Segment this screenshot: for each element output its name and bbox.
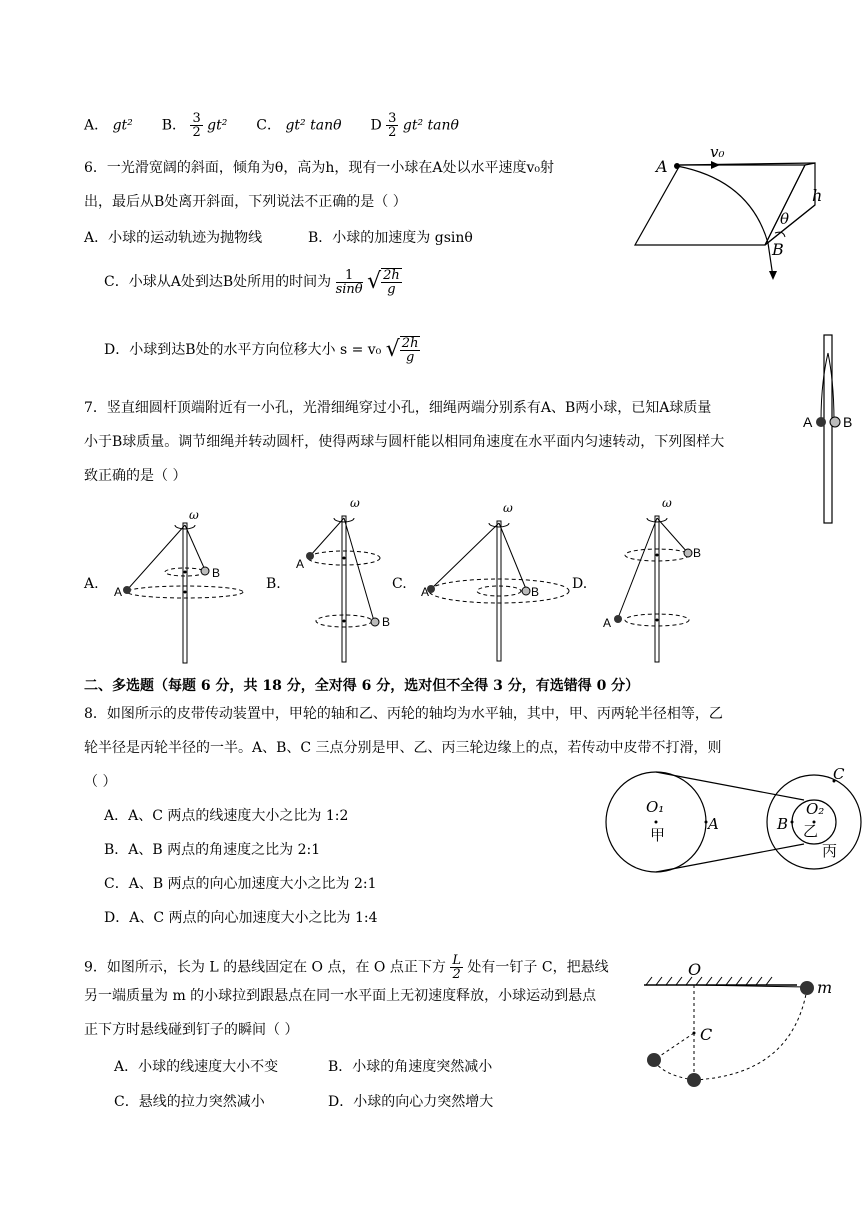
q8-line2: 轮半径是丙轮半径的一半。A、B、C 三点分别是甲、乙、丙三轮边缘上的点，若传动中皮带不打滑，则 [84,740,722,756]
q8-option-d: D．A、C 两点的向心加速度大小之比为 1:4 [104,910,378,926]
q7-line1: 7．竖直细圆杆顶端附近有一小孔，光滑细绳穿过小孔，细绳两端分别系有A、B两小球，已知A球质量 [84,400,712,416]
belt-drive-figure [604,765,864,880]
q9-option-b: B．小球的角速度突然减小 [328,1059,493,1075]
q7-option-a-label: A. [84,576,99,592]
fig6-label-v0: v₀ [710,143,725,161]
q6-line2: 出，最后从B处离开斜面，下列说法不正确的是（ ） [84,194,407,210]
q7-figure-a [112,508,262,668]
q7-figure-c [422,503,582,668]
q6-option-b: B．小球的加速度为 gsinθ [308,230,473,246]
q6-option-a: A．小球的运动轨迹为抛物线 [84,230,263,246]
q7-option-b-label: B. [266,576,281,592]
q9-line1: 9．如图所示，长为 L 的悬线固定在 O 点，在 O 点正下方 $\frac{L}{2}$ 处有一钉子 C，把悬线 [84,953,609,982]
fig6-label-b: B [772,240,784,259]
q6-option-d: D．小球到达B处的水平方向位移大小 s = v₀ √ $\frac{2h}{g}$ [104,336,419,365]
q9-line3: 正下方时悬线碰到钉子的瞬间（ ） [84,1022,299,1038]
q5-options: A． gt² B． $\frac{3}{2}$ gt² C． gt² tanθ D $\frac{3}{2}$ gt² tanθ [84,111,459,140]
q8-option-c: C．A、B 两点的向心加速度大小之比为 2:1 [104,876,377,892]
side-label-a: A [803,414,813,430]
q7-option-c-label: C. [392,576,407,592]
fig6-label-h: h [812,186,823,205]
section-heading: 二、多选题（每题 6 分，共 18 分，全对得 6 分，选对但不全得 3 分，有选错得 0 分） [84,678,640,694]
q7-line2: 小于B球质量。调节细绳并转动圆杆，使得两球与圆杆能以相同角速度在水平面内匀速转动，下列图样大 [84,434,725,450]
side-label-b: B [843,414,853,430]
q7-figure-d [600,498,720,668]
q9-line2: 另一端质量为 m 的小球拉到跟悬点在同一水平面上无初速度释放，小球运动到悬点 [84,988,597,1004]
fraction-3-2: $\frac{3}{2}$ [192,111,201,140]
q7-line3: 致正确的是（ ） [84,468,187,484]
q9-option-d: D．小球的向心力突然增大 [328,1094,494,1110]
q9-option-a: A．小球的线速度大小不变 [114,1059,279,1075]
fraction-3-2-d: $\frac{3}{2}$ [388,111,397,140]
q7-option-d-label: D. [572,576,588,592]
q8-line1: 8．如图所示的皮带传动装置中，甲轮的轴和乙、丙轮的轴均为水平轴，其中，甲、丙两轮半径相等，乙 [84,706,723,722]
q8-option-b: B．A、B 两点的角速度之比为 2:1 [104,842,321,858]
q8-option-a: A．A、C 两点的线速度大小之比为 1:2 [104,808,349,824]
fig6-label-a: A [656,157,668,176]
q8-line3: （ ） [84,774,117,790]
q6-option-c: C．小球从A处到达B处所用的时间为 $\frac{1}{\sin\theta}$ √ $\frac{2h}{g}$ [104,267,400,297]
fig6-label-theta: θ [780,210,790,228]
q6-line1: 6．一光滑宽阔的斜面，倾角为θ，高为h，现有一小球在A处以水平速度v₀射 [84,160,554,176]
pendulum-figure [642,975,832,1095]
q9-option-c: C．悬线的拉力突然减小 [114,1094,265,1110]
